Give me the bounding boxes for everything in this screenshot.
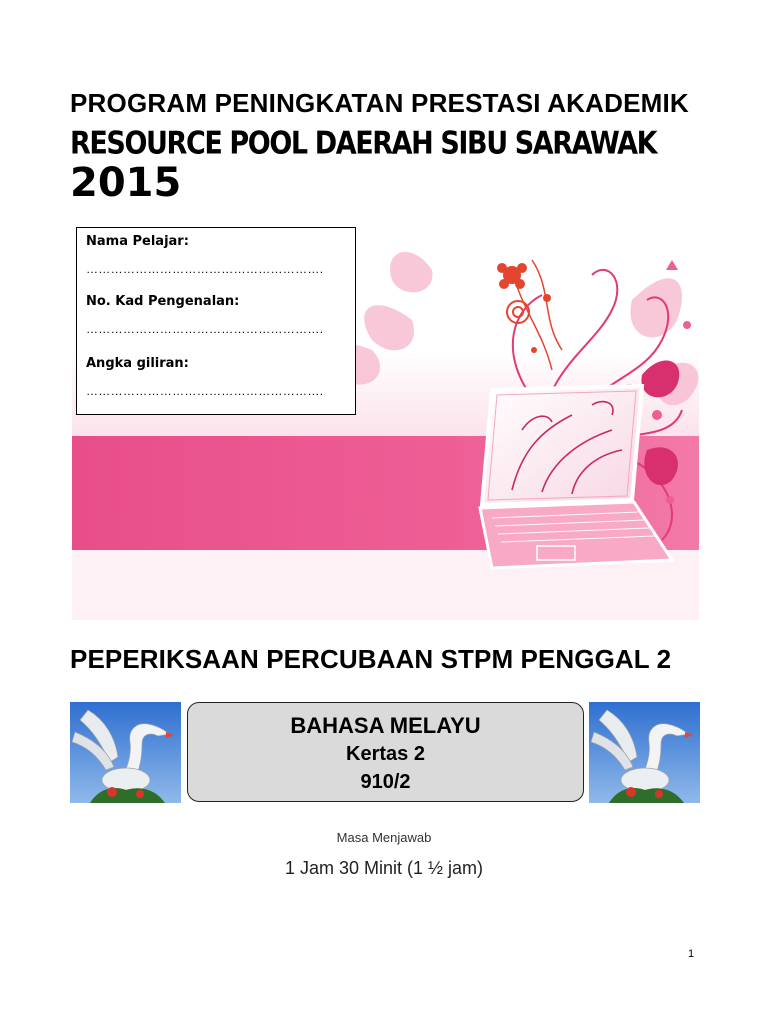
student-info-box bbox=[76, 227, 356, 415]
ic-number-label: No. Kad Pengenalan: bbox=[86, 294, 240, 309]
swan-statue-photo-left bbox=[70, 702, 181, 803]
page-number: 1 bbox=[688, 948, 695, 960]
swan-statue-photo-right bbox=[589, 702, 700, 803]
paper-number: Kertas 2 bbox=[346, 743, 425, 765]
student-name-label: Nama Pelajar: bbox=[86, 234, 189, 249]
index-number-field[interactable]: …………………………………………………. bbox=[86, 384, 324, 398]
subject-box bbox=[187, 702, 584, 802]
index-number-label: Angka giliran: bbox=[86, 356, 189, 371]
program-title: PROGRAM PENINGKATAN PRESTASI AKADEMIK bbox=[70, 88, 689, 118]
subject-name: BAHASA MELAYU bbox=[290, 713, 481, 738]
student-name-field[interactable]: …………………………………………………. bbox=[86, 262, 324, 276]
exam-title: PEPERIKSAAN PERCUBAAN STPM PENGGAL 2 bbox=[70, 644, 672, 674]
resource-pool-title: RESOURCE POOL DAERAH SIBU SARAWAK bbox=[70, 126, 657, 162]
year-title: 2015 bbox=[70, 160, 182, 206]
duration-value: 1 Jam 30 Minit (1 ½ jam) bbox=[284, 858, 484, 878]
duration-label: Masa Menjawab bbox=[336, 830, 432, 845]
ic-number-field[interactable]: …………………………………………………. bbox=[86, 322, 324, 336]
subject-code: 910/2 bbox=[360, 771, 411, 793]
